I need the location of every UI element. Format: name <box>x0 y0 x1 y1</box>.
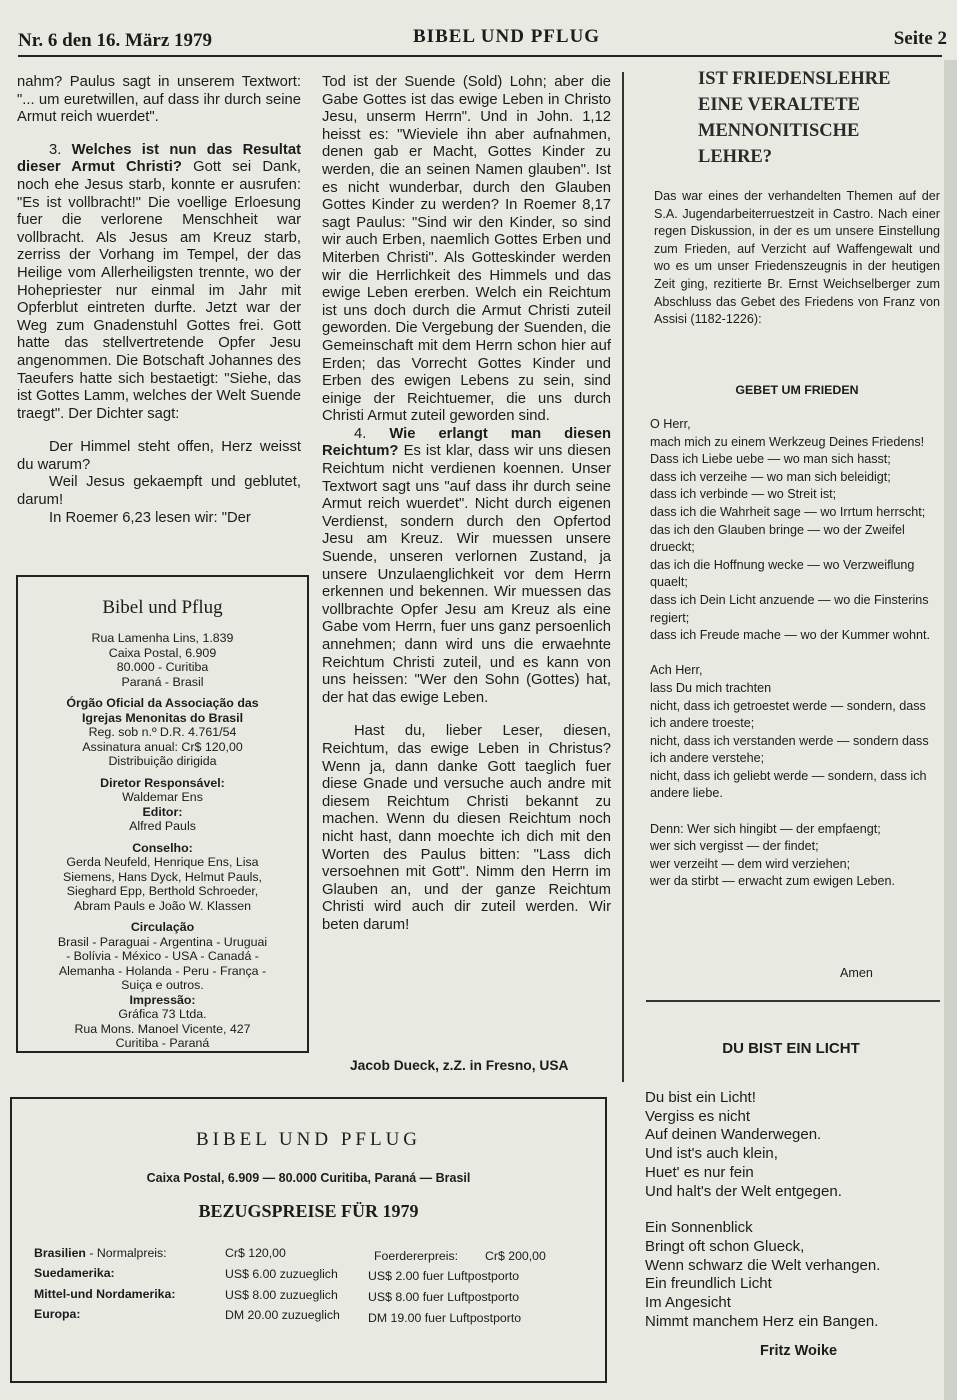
masthead-line: Suiça e outros. <box>121 978 204 992</box>
masthead-line: Caixa Postal, 6.909 <box>108 645 217 660</box>
price-value: DM 20.00 zuzueglich <box>225 1308 340 1322</box>
prayer-amen: Amen <box>840 966 873 980</box>
subscription-box <box>10 1097 607 1383</box>
poem-author: Fritz Woike <box>760 1343 838 1359</box>
prayer-line: lass Du mich trachten <box>650 680 772 695</box>
price-value: Cr$ 120,00 <box>225 1246 286 1260</box>
paragraph-body: Es ist klar, dass wir uns diesen Reichtum nicht verdienen koennen. Unser Textwort sagt uns "auf dass ihr durch seine Armut reich wuerdet". Nicht durch eigenen Verdienst, sondern durch den Opfertod Jesu am Kreuz. Wir muessen unsere Suende, unseren verlornen Zustand, ja unsere Unzulaenglichkeit vor dem Herrn erkennen und bekennen. Wir muessen das vollbrachte Opfer Jesu am Kreuz als eine Gabe vom Herrn, fuer uns ganz persoenlich annehmen; dann wird uns die erwaehnte Reichtum Christi zuteil, und es kann von uns heissen: "Wer den Sohn (Gottes) hat, der hat das ewige Leben. <box>322 443 611 706</box>
masthead-line: Paraná - Brasil <box>121 674 204 689</box>
article-signature: Jacob Dueck, z.Z. in Fresno, USA <box>350 1058 569 1073</box>
poem-line: Bringt oft schon Glueck, <box>645 1237 805 1255</box>
prayer-line: dass ich verzeihe — wo man sich beleidigt; <box>650 469 891 484</box>
poem-line: Vergiss es nicht <box>645 1107 751 1125</box>
masthead-line: Rua Lamenha Lins, 1.839 <box>91 631 234 645</box>
price-region: Brasilien - Normalpreis: <box>34 1246 167 1260</box>
masthead-org: Órgão Oficial da Associação das <box>66 696 259 710</box>
price-region: Suedamerika: <box>34 1266 115 1280</box>
masthead-line: Siemens, Hans Dyck, Helmut Pauls, <box>62 869 262 884</box>
poem-line: Ein freundlich Licht <box>645 1275 772 1293</box>
prayer-line: Ach Herr, <box>650 663 703 678</box>
heading-line: IST FRIEDENSLEHRE <box>698 69 891 89</box>
prayer-line: wer da stirbt — erwacht zum ewigen Leben. <box>650 874 895 889</box>
price-region: Europa: <box>34 1307 81 1321</box>
price-value: US$ 6.00 zuzueglich <box>225 1267 338 1281</box>
masthead-line: Abram Pauls e João W. Klassen <box>74 898 251 913</box>
prayer-line: nicht, dass ich geliebt werde — sondern, dass ich andere liebe. <box>650 768 927 801</box>
prayer-line: wer sich vergisst — der findet; <box>650 839 819 854</box>
paragraph-section-4: 4. Wie erlangt man diesen Reichtum? Es ist klar, dass wir uns diesen Reichtum nicht verdienen koennen. Unser Textwort sagt uns "auf dass ihr durch seine Armut reich wuerdet". Nicht durch eigenen Verdienst, sondern durch den Opfertod Jesu am Kreuz. Wir muessen unsere Suende, unseren verlornen Zustand, ja unsere Unzulaenglichkeit vor dem Herrn erkennen und bekennen. Wir muessen das vollbrachte Opfer Jesu am Kreuz als eine Gabe vom Herrn, fuer uns ganz persoenlich annehmen; dann wird uns die erwaehnte Reichtum Christi zuteil, und es kann von uns heissen: "Wer den Sohn (Gottes) hat, der hat das ewige Leben. <box>322 425 611 706</box>
prayer-line: nicht, dass ich getroestet werde — sondern, dass ich andere troeste; <box>650 698 926 731</box>
prayer-line: dass ich verbinde — wo Streit ist; <box>650 487 837 502</box>
price-value: US$ 8.00 zuzueglich <box>225 1288 338 1302</box>
poem-line: Nimmt manchem Herz ein Bangen. <box>645 1312 879 1330</box>
right-divider <box>646 1000 940 1002</box>
heading-line: EINE VERALTETE <box>698 95 860 115</box>
prayer-line: dass ich Dein Licht anzuende — wo die Finsterins regiert; <box>650 592 929 625</box>
masthead-line: Waldemar Ens <box>122 790 203 804</box>
masthead-line: Gerda Neufeld, Henrique Ens, Lisa <box>66 855 259 869</box>
poem-line: Weil Jesus gekaempft und geblutet, darum! <box>17 474 301 509</box>
poem-line: Huet' es nur fein <box>645 1163 754 1181</box>
section-heading: Welches ist nun das Resultat dieser Armut Christi? <box>17 141 302 176</box>
price-label: Foerdererpreis: <box>374 1249 459 1263</box>
masthead-box <box>16 575 309 1053</box>
paragraph: nahm? Paulus sagt in unserem Textwort: "... um euretwillen, auf dass ihr durch seine Armut reich wuerdet". <box>17 74 301 126</box>
page-edge-strip <box>944 60 957 1400</box>
paragraph-body: Gott sei Dank, noch ehe Jesus starb, konnte er ausrufen: "Es ist vollbracht!" Die voellige Erloesung fuer die verlorene Menschheit war vollbracht. Als Jesus am Kreuz starb, zerriss der Vorhang im Tempel, der das Heilige vom Allerheiligsten trennte, wo der Hohepriester nur einmal im Jahr mit Opferblut eintreten durfte. Jetzt war der Weg zum Gnadenstuhl Gottes frei. Gott hatte das stellvertretende Opfer Jesu angenommen. Die Botschaft Johannes des Taeufers hatte sich bestaetigt: "Siehe, das ist Gottes Lamm, welches der Welt Suende traegt". Der Dichter sagt: <box>17 159 301 422</box>
masthead-line: Alemanha - Holanda - Peru - França - <box>58 963 267 978</box>
price-value: Cr$ 200,00 <box>485 1249 546 1263</box>
masthead-line: Distribuição dirigida <box>108 754 217 768</box>
poem-line: Auf deinen Wanderwegen. <box>645 1126 822 1144</box>
price-value: US$ 2.00 fuer Luftpostporto <box>368 1269 520 1283</box>
prayer-line: Dass ich Liebe uebe — wo man sich hasst; <box>650 452 891 467</box>
paragraph-section-3: 3. Welches ist nun das Resultat dieser Armut Christi? Gott sei Dank, noch ehe Jesus starb, konnte er ausrufen: "Es ist vollbracht!" Die voellige Erloesung fuer die verlorene Menschheit war vollbracht. Als Jesus am Kreuz starb, zerriss der Vorhang im Tempel, der das Heilige vom Allerheiligsten trennte, wo der Hohepriester nur einmal im Jahr mit Opferblut eintreten durfte. Jetzt war der Weg zum Gnadenstuhl Gottes frei. Gott hatte das stellvertretende Opfer Jesu angenommen. Die Botschaft Johannes des Taeufers hatte sich bestaetigt: "Siehe, das ist Gottes Lamm, welches der Welt Suende traegt". Der Dichter sagt: <box>17 141 302 422</box>
section-heading: Wie erlangt man diesen Reichtum? <box>322 425 611 460</box>
masthead-box-title: Bibel und Pflug <box>102 597 223 618</box>
masthead-line: Rua Mons. Manoel Vicente, 427 <box>74 1021 251 1036</box>
masthead-line: Alfred Pauls <box>129 819 196 833</box>
poem-line: Du bist ein Licht! <box>645 1089 756 1106</box>
column-divider <box>622 72 624 1082</box>
paragraph: In Roemer 6,23 lesen wir: "Der <box>49 509 251 526</box>
price-value: US$ 8.00 fuer Luftpostporto <box>368 1290 520 1304</box>
poem-line: Im Angesicht <box>645 1294 731 1312</box>
prayer-line: O Herr, <box>650 417 691 431</box>
price-region: Mittel-und Nordamerika: <box>34 1287 176 1301</box>
masthead-line: 80.000 - Curitiba <box>116 660 209 674</box>
prayer-line: nicht, dass ich verstanden werde — sondern dass ich andere verstehe; <box>650 733 929 766</box>
prayer-line: das ich die Hoffnung wecke — wo Verzweiflung quaelt; <box>650 557 915 590</box>
masthead-label: Impressão: <box>129 992 196 1007</box>
heading-line: MENNONITISCHE <box>698 121 860 141</box>
masthead-line: Gráfica 73 Ltda. <box>118 1007 207 1021</box>
masthead-line: - Bolívia - México - USA - Canadá - <box>66 949 259 963</box>
paragraph: Tod ist der Suende (Sold) Lohn; aber die Gabe Gottes ist das ewige Leben in Christo Jesu, unserm Herrn". Und in John. 1,12 heisst es: "Wieviele ihn aber aufnahmen, denen gab er Macht, Gottes Kinder zu werden, die an seinen Namen glauben". Ist es nicht wunderbar, durch den Glauben Gottes Kinder zu werden? In Roemer 8,17 sagt Paulus: "Sind wir den Kinder, so sind wir auch Erben, naemlich Gottes Erben und Miterben Christi". Als Gotteskinder werden wir die Herrlichkeit des Himmels und das ewige Leben ererben. Welch ein Reichtum ist uns doch durch die Armut Christi zuteil geworden. Die Vergebung der Suenden, die Gemeinschaft mit dem Herrn schon hier auf Erden; das Vorrecht Gottes Kinder und Erben des ewigen Lebens zu sein, sind einige der Reichtuemer, die uns durch Christi Armut zuteil geworden sind. <box>322 74 611 425</box>
poem-line: Und halt's der Welt entgegen. <box>645 1182 842 1200</box>
subscription-address: Caixa Postal, 6.909 — 80.000 Curitiba, Paraná — Brasil <box>146 1171 471 1185</box>
page-header <box>18 26 947 54</box>
right-article-intro: Das war eines der verhandelten Themen auf der S.A. Jugendarbeiterruestzeit in Castro. Nach einer regen Diskussion, in der es um unsere Einstellung zum Frieden, auf Verzicht auf Waffengewalt und wo es um unser Friedenszeugnis in der heutigen Zeit ging, rezitierte Br. Ernst Weichselberger zum Abschluss das Gebet des Friedens von Franz von Assisi (1182-1226): <box>654 189 940 327</box>
prayer-line <box>650 645 940 663</box>
prayer-line <box>650 803 940 821</box>
prayer-line: mach mich zu einem Werkzeug Deines Friedens! <box>650 434 925 449</box>
article-column-2 <box>322 74 611 935</box>
article-column-1 <box>17 74 301 527</box>
header-rule <box>18 55 942 57</box>
poem <box>645 1089 880 1331</box>
paragraph: Hast du, lieber Leser, diesen, Reichtum, das ewige Leben in Christus? Wenn ja, dann danke Gott taeglich fuer diese Gnade und versuche auch andre mit diesem Reichtum Christi bekannt zu machen. Wenn du diesen Reichtum noch nicht hast, dann moechte ich dich mit den Worten des Paulus bitten: "Lass dich versoehnen mit Gott". Nimm den Herrn im Glauben an, und der ganze Reichtum Christi wird auch dir zuteil werden. Wir beten darum! <box>322 723 611 933</box>
prayer-text <box>650 416 940 891</box>
masthead-label: Circulação <box>130 920 195 934</box>
masthead-org: Igrejas Menonitas do Brasil <box>81 710 244 725</box>
subscription-title: BIBEL UND PFLUG <box>195 1129 422 1150</box>
poem-line: Wenn schwarz die Welt verhangen. <box>645 1256 881 1274</box>
page-number: Seite 2 <box>893 28 947 49</box>
masthead-line: Curitiba - Paraná <box>115 1036 210 1050</box>
masthead-line: Sieghard Epp, Berthold Schroeder, <box>66 884 259 898</box>
masthead-line: Assinatura anual: Cr$ 120,00 <box>82 739 243 754</box>
poem-line: Ein Sonnenblick <box>645 1219 753 1237</box>
right-article-heading <box>698 66 890 170</box>
prayer-line: Denn: Wer sich hingibt — der empfaengt; <box>650 821 881 836</box>
prayer-line: das ich den Glauben bringe — wo der Zweifel drueckt; <box>650 522 905 555</box>
masthead-line: Reg. sob n.º D.R. 4.761/54 <box>88 725 237 739</box>
masthead-label: Diretor Responsável: <box>100 775 225 790</box>
poem-line: Der Himmel steht offen, Herz weisst du warum? <box>17 439 301 473</box>
price-value: DM 19.00 fuer Luftpostporto <box>368 1311 522 1325</box>
masthead-label: Conselho: <box>132 840 193 855</box>
masthead-line: Brasil - Paraguai - Argentina - Uruguai <box>57 934 268 949</box>
prayer-line: dass ich Freude mache — wo der Kummer wohnt. <box>650 628 930 643</box>
prayer-line: dass ich die Wahrheit sage — wo Irrtum herrscht; <box>650 504 926 519</box>
issue-date: Nr. 6 den 16. März 1979 <box>18 30 213 51</box>
heading-line: LEHRE? <box>698 147 773 167</box>
prayer-line: wer verzeiht — dem wird verziehen; <box>650 856 851 871</box>
poem-line: Und ist's auch klein, <box>645 1145 778 1163</box>
prayer-title: GEBET UM FRIEDEN <box>735 383 859 397</box>
masthead-title: BIBEL UND PFLUG <box>413 26 601 47</box>
subscription-subtitle: BEZUGSPREISE FÜR 1979 <box>198 1201 419 1221</box>
poem-title: DU BIST EIN LICHT <box>722 1040 860 1057</box>
masthead-label: Editor: <box>142 804 183 819</box>
